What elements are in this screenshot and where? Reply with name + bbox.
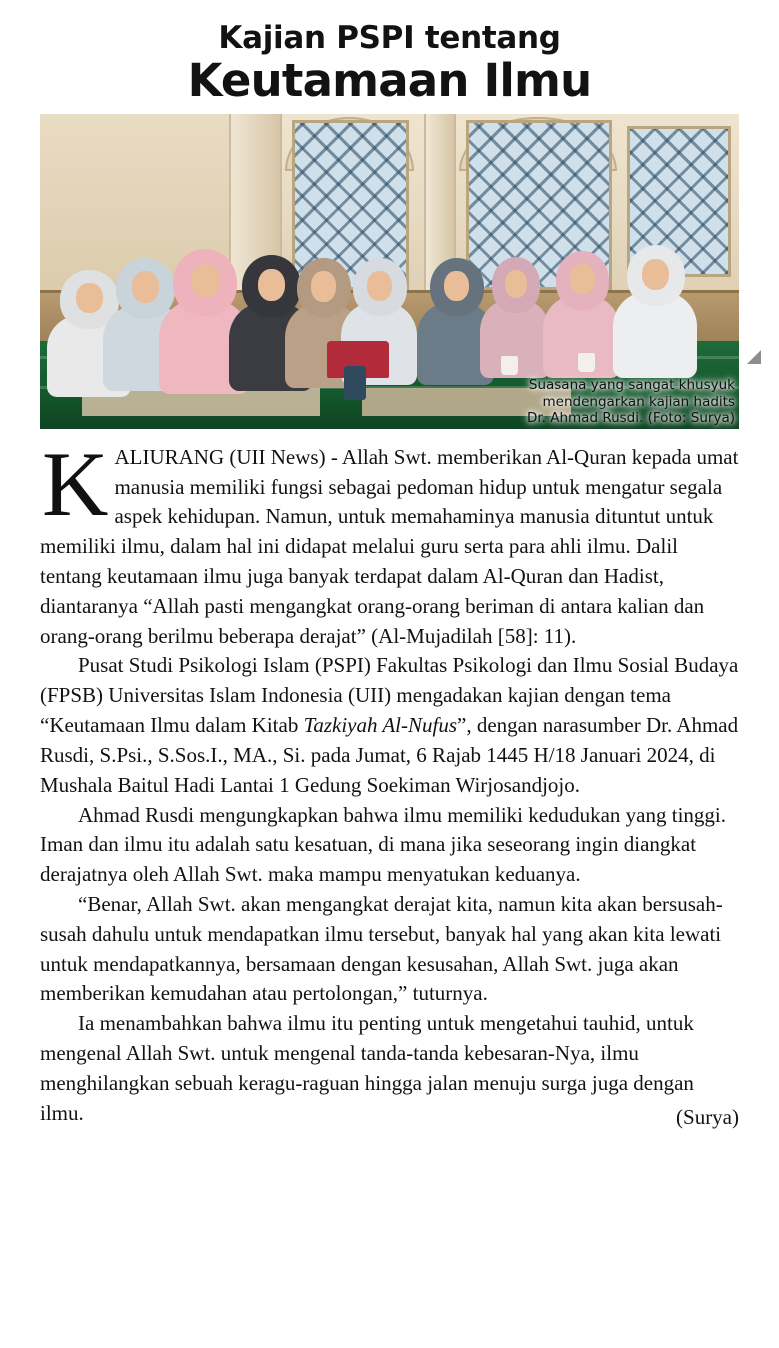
- paper-cup: [501, 356, 518, 375]
- article-photo: [40, 114, 739, 429]
- paragraph-2: [40, 651, 739, 800]
- caption-line-2: mendengarkan kajian hadits: [542, 393, 735, 410]
- water-tumbler: [344, 366, 366, 401]
- paragraph-2-part-a: Pusat Studi Psikologi Islam (PSPI) Fakultas Psikologi dan Ilmu Sosial Budaya (FPSB) Universitas Islam Indonesia (UII) mengadakan kajian dengan tema “Keutamaan Ilmu dalam Kitab: [40, 653, 739, 738]
- headline-line-1: Kajian PSPI tentang: [218, 20, 561, 56]
- paragraph-1-text: ALIURANG (UII News) - Allah Swt. memberikan Al-Quran kepada umat manusia memiliki fungsi sebagai pedoman hidup untuk mengatur segala aspek kehidupan. Namun, untuk memahaminya manusia dituntut untuk memiliki ilmu, dalam hal ini didapat melalui guru serta para ahli ilmu. Dalil tentang keutamaan ilmu juga banyak terdapat dalam Al-Quran dan Hadist, diantaranya “Allah pasti mengangkat orang-orang beriman di antara kalian dan orang-orang berilmu beberapa derajat” (Al-Mujadilah [58]: 11).: [40, 444, 739, 648]
- paper-cup: [578, 353, 595, 372]
- byline: (Surya): [676, 1105, 739, 1130]
- headline-line-2: Keutamaan Ilmu: [187, 53, 592, 107]
- headline: [40, 20, 739, 107]
- paragraph-5: Ia menambahkan bahwa ilmu itu penting untuk mengetahui tauhid, untuk mengenal Allah Swt. untuk mengenal tanda-tanda kebesaran-Nya, ilmu menghilangkan sebuah keragu-raguan hingga jalan menuju surga juga dengan ilmu.: [40, 1011, 694, 1125]
- photo-caption: [435, 377, 735, 426]
- caption-line-1: Suasana yang sangat khusyuk: [528, 377, 735, 394]
- paragraph-1: [40, 432, 739, 652]
- paragraph-2-part-b: ”, dengan narasumber Dr. Ahmad Rusdi, S.Psi., S.Sos.I., MA., Si. pada Jumat, 6 Rajab 1445 H/18 Januari 2024, di Mushala Baitul Hadi Lantai 1 Gedung Soekiman Wirjosandjojo.: [40, 713, 739, 797]
- page-marker-triangle-icon: [747, 350, 761, 364]
- caption-line-3: Dr. Ahmad Rusdi. (Foto: Surya): [526, 410, 735, 427]
- article-body: [40, 432, 739, 1134]
- drop-cap: K: [42, 432, 109, 535]
- attendee: [613, 240, 697, 379]
- paragraph-4: “Benar, Allah Swt. akan mengangkat derajat kita, namun kita akan bersusah-susah dahulu untuk mendapatkan ilmu tersebut, banyak hal yang akan kita lewati untuk mendapatkannya, bersamaan dengan kesusahan, Allah Swt. juga akan memberikan kemudahan atau pertolongan,” tuturnya.: [40, 891, 723, 1006]
- paragraph-3: Ahmad Rusdi mengungkapkan bahwa ilmu memiliki kedudukan yang tinggi. Iman dan ilmu itu adalah satu kesatuan, di mana jika seseorang ingin diangkat derajatnya oleh Allah Swt. maka mampu menyatukan keduanya.: [40, 802, 726, 887]
- book-title: Tazkiyah Al-Nufus: [303, 713, 458, 738]
